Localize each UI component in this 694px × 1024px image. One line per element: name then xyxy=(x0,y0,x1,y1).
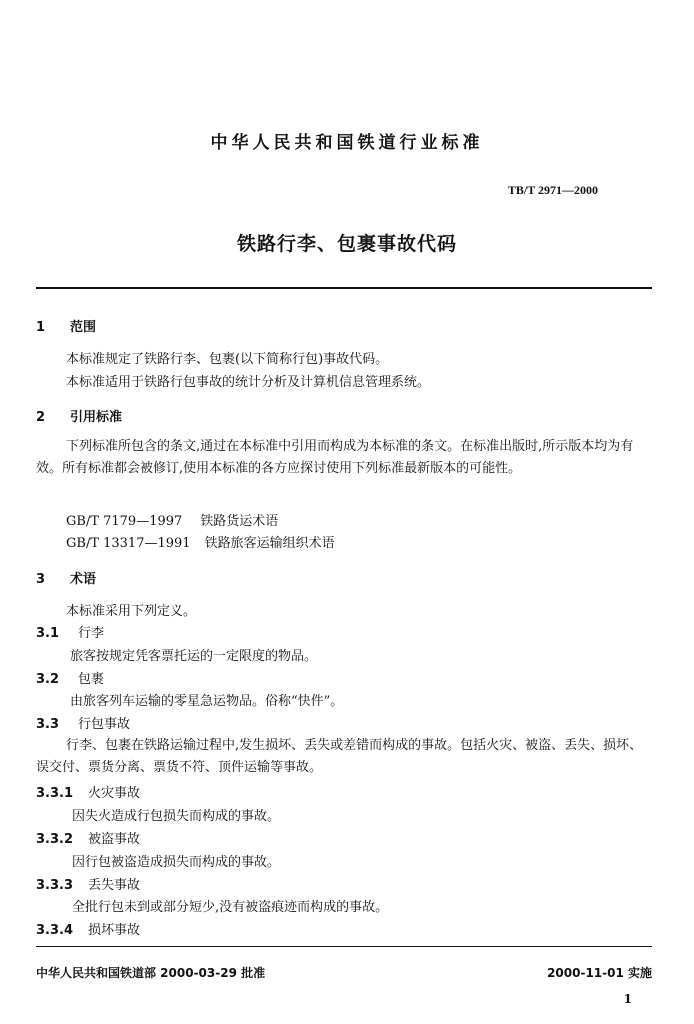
reference-1 xyxy=(66,510,278,529)
reference-2 xyxy=(66,532,335,551)
term-3-3-definition: 行李、包裹在铁路运输过程中,发生损坏、丢失或差错而构成的事故。包括火灾、被盗、丢失、损坏、误交付、票货分离、票货不符、顶件运输等事故。 xyxy=(36,738,643,775)
term-3-3-3 xyxy=(36,874,140,893)
term-3-3-1 xyxy=(36,782,140,801)
term-3-3-1-title: 火灾事故 xyxy=(88,786,141,801)
reference-1-name: 铁路货运术语 xyxy=(200,514,279,529)
term-3-2-title: 包裹 xyxy=(78,672,105,687)
header-divider xyxy=(36,287,652,289)
section-1-number: 1 xyxy=(36,320,46,335)
standard-number: TB/T 2971—2000 xyxy=(507,183,598,197)
term-3-3-3-number: 3.3.3 xyxy=(36,878,74,893)
reference-2-code: GB/T 13317—1991 xyxy=(66,536,191,551)
section-2-number: 2 xyxy=(36,410,46,425)
implementation-date: 2000-11-01 实施 xyxy=(547,966,652,980)
term-3-3-3-definition: 全批行包未到或部分短少,没有被盗痕迹而构成的事故。 xyxy=(72,900,389,915)
term-3-3-2 xyxy=(36,828,140,847)
term-3-2-number: 3.2 xyxy=(36,672,60,687)
term-3-3-4-number: 3.3.4 xyxy=(36,923,74,938)
section-3-title: 术语 xyxy=(70,572,97,587)
term-3-3 xyxy=(36,713,130,732)
section-3-heading xyxy=(36,568,96,587)
term-3-3-4-title: 损坏事故 xyxy=(88,923,141,938)
term-3-1 xyxy=(36,622,104,641)
term-3-3-3-title: 丢失事故 xyxy=(88,878,141,893)
footer-divider xyxy=(36,946,652,947)
section-2-paragraph: 下列标准所包含的条文,通过在本标准中引用而构成为本标准的条文。在标准出版时,所示版本均为有效。所有标准都会被修订,使用本标准的各方应探讨使用下列标准最新版本的可能性。 xyxy=(36,439,634,476)
term-3-3-number: 3.3 xyxy=(36,717,60,732)
term-3-2-definition: 由旅客列车运输的零星急运物品。俗称“快件”。 xyxy=(70,694,344,709)
section-1-title: 范围 xyxy=(70,320,97,335)
term-3-3-2-definition: 因行包被盗造成损失而构成的事故。 xyxy=(72,855,281,870)
term-3-3-2-number: 3.3.2 xyxy=(36,832,74,847)
page-number: 1 xyxy=(623,992,632,1006)
term-3-1-number: 3.1 xyxy=(36,626,60,641)
section-2-title: 引用标准 xyxy=(70,410,123,425)
reference-2-name: 铁路旅客运输组织术语 xyxy=(204,536,335,551)
section-3-intro: 本标准采用下列定义。 xyxy=(66,604,197,619)
term-3-3-2-title: 被盗事故 xyxy=(88,832,141,847)
issuer-title: 中华人民共和国铁道行业标准 xyxy=(210,133,484,153)
section-1-line-1: 本标准规定了铁路行李、包裹(以下简称行包)事故代码。 xyxy=(66,352,389,367)
term-3-1-title: 行李 xyxy=(78,626,105,641)
term-3-3-1-definition: 因失火造成行包损失而构成的事故。 xyxy=(72,809,281,824)
term-3-1-definition: 旅客按规定凭客票托运的一定限度的物品。 xyxy=(70,649,318,664)
section-2-heading xyxy=(36,406,122,425)
section-3-number: 3 xyxy=(36,572,46,587)
term-3-3-4 xyxy=(36,919,140,938)
term-3-3-title: 行包事故 xyxy=(78,717,131,732)
reference-1-code: GB/T 7179—1997 xyxy=(66,514,183,529)
term-3-2 xyxy=(36,668,104,687)
section-1-heading xyxy=(36,316,96,335)
term-3-3-1-number: 3.3.1 xyxy=(36,786,74,801)
document-title: 铁路行李、包裹事故代码 xyxy=(236,233,457,255)
section-1-line-2: 本标准适用于铁路行包事故的统计分析及计算机信息管理系统。 xyxy=(66,375,431,390)
approval-line: 中华人民共和国铁道部 2000-03-29 批准 xyxy=(36,966,266,980)
